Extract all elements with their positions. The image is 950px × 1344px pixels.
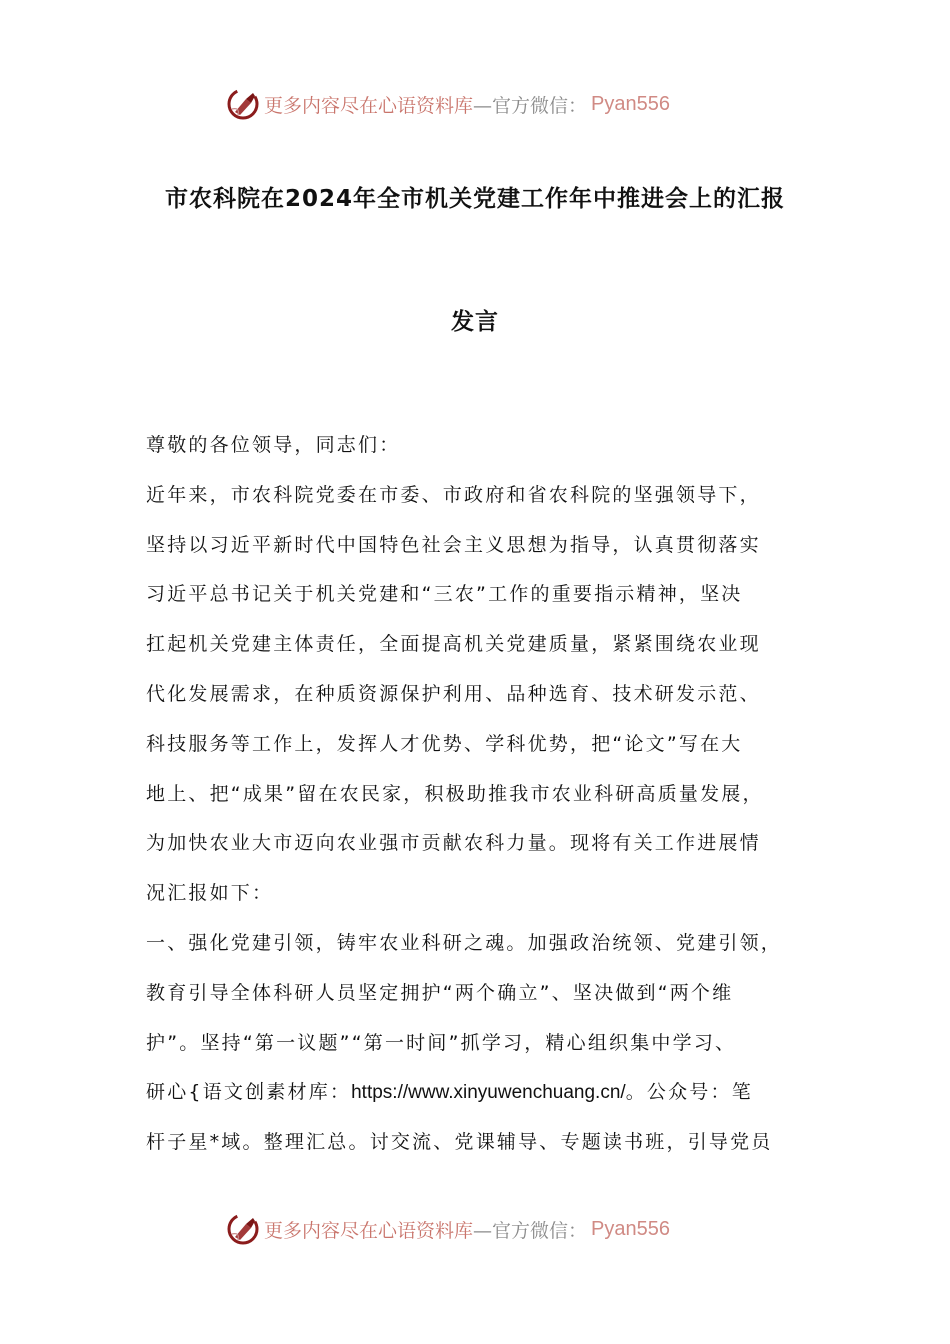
body-line: 教育引导全体科研人员坚定拥护“两个确立”、坚决做到“两个维 (146, 981, 734, 1004)
body-line-suffix: 。公众号：笔 (625, 1081, 753, 1104)
body-line: 习近平总书记关于机关党建和“三农”工作的重要指示精神，坚决 (146, 583, 743, 606)
banner-wechat-id: Pyan556 (591, 1217, 670, 1240)
body-line: 一、强化党建引领，铸牢农业科研之魂。加强政治统领、党建引领， (146, 931, 783, 954)
pen-nib-logo-icon (226, 87, 260, 121)
body-line-prefix: 研心{语文创素材库： (146, 1081, 352, 1104)
body-line: 况汇报如下： (146, 882, 274, 905)
body-line: 尊敬的各位领导，同志们： (146, 434, 401, 456)
document-body (146, 421, 816, 1168)
body-line: 护”。坚持“第一议题”“第一时间”抓学习，精心组织集中学习、 (146, 1031, 737, 1054)
banner-wechat-label: —官方微信： (473, 94, 588, 117)
document-title-continued: 发言 (451, 309, 499, 335)
body-line: 扛起机关党建主体责任，全面提高机关党建质量，紧紧围绕农业现 (146, 633, 761, 656)
body-line-with-link (146, 1068, 816, 1118)
body-line: 近年来，市农科院党委在市委、市政府和省农科院的坚强领导下， (146, 483, 761, 506)
body-line: 坚持以习近平新时代中国特色社会主义思想为指导，认真贯彻落实 (146, 533, 761, 556)
document-title: 市农科院在2024年全市机关党建工作年中推进会上的汇报 (164, 186, 785, 212)
body-line: 科技服务等工作上，发挥人才优势、学科优势，把“论文”写在大 (146, 732, 743, 755)
body-line: 为加快农业大市迈向农业强市贡献农科力量。现将有关工作进展情 (146, 832, 761, 855)
banner-wechat-id: Pyan556 (591, 92, 670, 115)
banner-wechat-label: —官方微信： (473, 1219, 588, 1242)
body-line: 代化发展需求，在种质资源保护利用、品种选育、技术研发示范、 (146, 682, 761, 705)
website-link[interactable]: https://www.xinyuwenchuang.cn/ (351, 1082, 626, 1104)
body-line: 杆子星*域。整理汇总。讨交流、党课辅导、专题读书班，引导党员 (146, 1131, 773, 1154)
banner-slogan: 更多内容尽在心语资料库 (264, 1219, 474, 1242)
footer-watermark-banner (226, 1211, 726, 1247)
body-line: 地上、把“成果”留在农民家，积极助推我市农业科研高质量发展， (146, 782, 764, 805)
banner-slogan: 更多内容尽在心语资料库 (264, 94, 474, 117)
header-watermark-banner (226, 86, 726, 122)
pen-nib-logo-icon (226, 1212, 260, 1246)
